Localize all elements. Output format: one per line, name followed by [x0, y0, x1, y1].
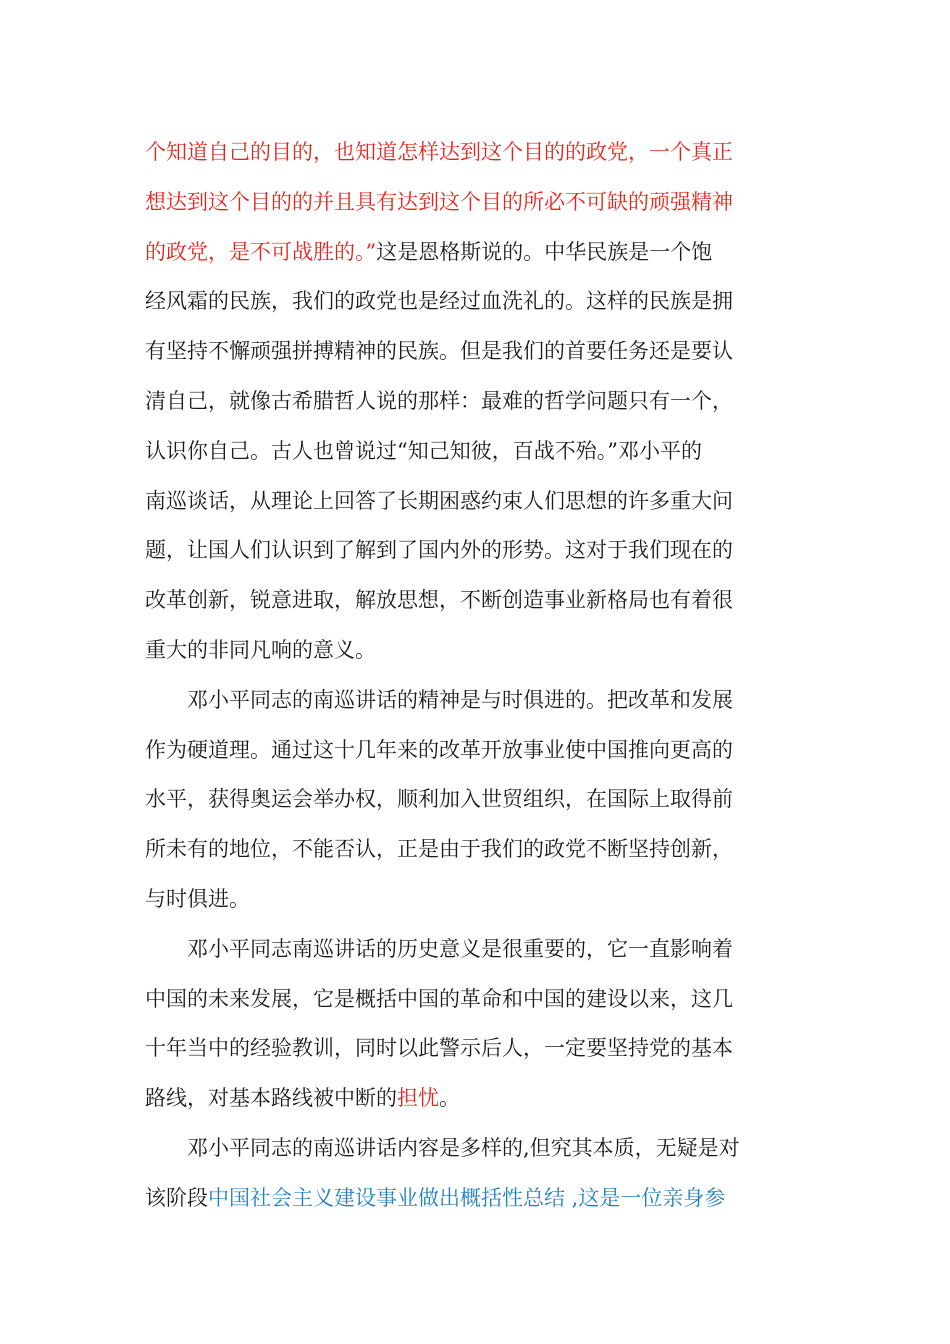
text-run: 重大的非同凡响的意义。	[145, 637, 376, 662]
text-run: 。	[439, 1086, 460, 1111]
text-run: 这是恩格斯说的。中华民族是一个饱	[376, 239, 713, 264]
text-line	[145, 228, 805, 278]
text-run: 邓小平同志的南巡讲话内容是多样的,但究其本质，无疑是对	[145, 1135, 740, 1160]
text-line	[145, 726, 805, 776]
text-run: 路线，对基本路线被中断的	[145, 1086, 397, 1111]
text-line	[145, 1124, 805, 1174]
text-line	[145, 576, 805, 626]
red-highlighted-text: 想达到这个目的的并且具有达到这个目的所必不可缺的顽强精神	[145, 189, 733, 214]
red-highlighted-text: 的政党，是不可战胜的。”	[145, 239, 377, 264]
text-run: 该阶段	[145, 1185, 208, 1210]
body-text	[145, 128, 805, 1224]
text-run: 清自己，就像古希腊哲人说的那样：最难的哲学问题只有一个，	[145, 388, 733, 413]
text-line	[145, 427, 805, 477]
text-run: 邓小平同志的南巡讲话的精神是与时俱进的。把改革和发展	[145, 687, 733, 712]
text-line	[145, 626, 805, 676]
text-run: 认识你自己。古人也曾说过“知己知彼，百战不殆。”邓小平的	[145, 438, 702, 463]
text-line	[145, 676, 805, 726]
text-line	[145, 1074, 805, 1124]
blue-highlighted-text: 中国社会主义建设事业做出概括性总结 ,这是一位亲身参	[208, 1185, 726, 1210]
text-line	[145, 178, 805, 228]
text-line	[145, 526, 805, 576]
text-line	[145, 875, 805, 925]
text-run: 南巡谈话，从理论上回答了长期困惑约束人们思想的许多重大问	[145, 488, 733, 513]
text-run: 所未有的地位，不能否认，正是由于我们的政党不断坚持创新，	[145, 837, 733, 862]
text-run: 经风霜的民族，我们的政党也是经过血洗礼的。这样的民族是拥	[145, 289, 733, 314]
text-run: 题，让国人们认识到了解到了国内外的形势。这对于我们现在的	[145, 538, 733, 563]
text-line	[145, 975, 805, 1025]
text-line	[145, 477, 805, 527]
text-line	[145, 128, 805, 178]
text-run: 与时俱进。	[145, 886, 250, 911]
text-run: 改革创新，锐意进取，解放思想，不断创造事业新格局也有着很	[145, 588, 733, 613]
text-line	[145, 277, 805, 327]
text-run: 十年当中的经验教训，同时以此警示后人，一定要坚持党的基本	[145, 1036, 733, 1061]
text-run: 中国的未来发展，它是概括中国的革命和中国的建设以来，这几	[145, 986, 733, 1011]
text-line	[145, 925, 805, 975]
text-line	[145, 377, 805, 427]
text-line	[145, 1024, 805, 1074]
text-run: 水平，获得奥运会举办权，顺利加入世贸组织，在国际上取得前	[145, 787, 733, 812]
text-run: 有坚持不懈顽强拼搏精神的民族。但是我们的首要任务还是要认	[145, 339, 733, 364]
text-line	[145, 775, 805, 825]
text-run: 邓小平同志南巡讲话的历史意义是很重要的，它一直影响着	[145, 936, 733, 961]
text-line	[145, 327, 805, 377]
text-line	[145, 1174, 805, 1224]
red-highlighted-text: 担忧	[397, 1086, 439, 1111]
red-highlighted-text: 个知道自己的目的，也知道怎样达到这个目的的政党，一个真正	[145, 140, 733, 164]
text-run: 作为硬道理。通过这十几年来的改革开放事业使中国推向更高的	[145, 737, 733, 762]
text-line	[145, 825, 805, 875]
